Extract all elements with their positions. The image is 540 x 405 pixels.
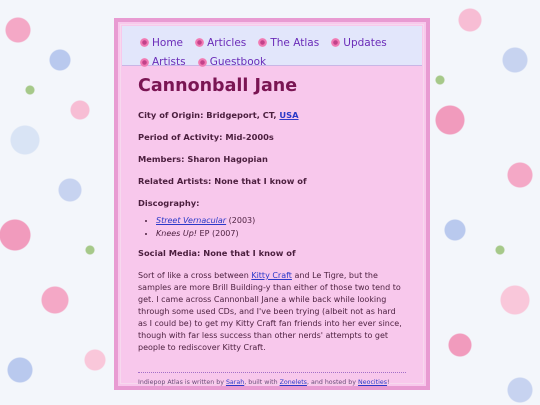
flower-icon [198,58,207,67]
members-row [138,154,406,164]
footer-text: , and hosted by [306,379,359,386]
nav-label: The Atlas [270,36,320,49]
list-item [156,229,406,238]
nav-item-guestbook[interactable] [198,56,266,68]
related-row [138,176,406,186]
flower-icon [331,38,340,47]
period-value: Mid-2000s [225,132,274,142]
nav-item-updates[interactable] [331,37,387,49]
description-paragraph [138,270,406,354]
body-text-start: Sort of like a cross between [138,271,252,280]
list-item [156,216,406,225]
author-link[interactable]: Sarah [225,379,245,386]
nav-label: Artists [152,56,186,68]
article-content [138,76,406,354]
origin-country-link[interactable]: USA [279,110,299,120]
discography-list [138,216,406,238]
discography-heading: Discography: [138,198,200,208]
nav-label: Updates [343,36,387,49]
flower-icon [258,38,267,47]
period-label: Period of Activity: [138,132,223,142]
kitty-craft-link[interactable]: Kitty Craft [251,271,292,280]
body-text-rest: and Le Tigre, but the samples are more Brill Building-y than either of those two tend to get. I came across Cannonball Jane a while back while looking through some used CDs, and I've been trying (albeit not as hard as I could be) to get my Kitty Craft fan friends into her ever since, though with far less success than other nerds' attempts to get people to rediscover Kitty Craft. [138,271,402,352]
builder-link[interactable]: Zonelets [279,379,307,386]
flower-icon [195,38,204,47]
footer-text: ! [387,379,390,386]
footer [138,372,406,386]
social-value: None that I know of [203,248,296,258]
related-value: None that I know of [214,176,307,186]
origin-value: Bridgeport, CT, [206,110,277,120]
album-year: EP (2007) [197,229,239,238]
nav-label: Guestbook [209,56,267,68]
album-year: (2003) [226,216,256,225]
album-link[interactable]: Street Vernacular [156,216,227,225]
nav-item-the-atlas[interactable] [258,37,319,49]
album-title: Knees Up! [156,229,198,238]
footer-text: Indiepop Atlas is written by [138,379,226,386]
nav-item-artists[interactable] [140,56,186,68]
period-row [138,132,406,142]
nav-item-home[interactable] [140,37,183,49]
flower-icon [140,38,149,47]
nav-item-articles[interactable] [195,37,246,49]
origin-label: City of Origin: [138,110,204,120]
members-label: Members: [138,154,185,164]
nav-label: Articles [207,36,247,49]
footer-text: , built with [244,379,280,386]
social-row [138,248,406,258]
nav-bar [122,26,422,66]
social-label: Social Media: [138,248,201,258]
page-title: Cannonball Jane [138,76,298,96]
nav-label: Home [152,36,184,49]
main-panel [114,18,430,390]
members-value: Sharon Hagopian [187,154,268,164]
host-link[interactable]: Neocities [358,379,388,386]
related-label: Related Artists: [138,176,212,186]
flower-icon [140,58,149,67]
origin-row [138,110,406,120]
